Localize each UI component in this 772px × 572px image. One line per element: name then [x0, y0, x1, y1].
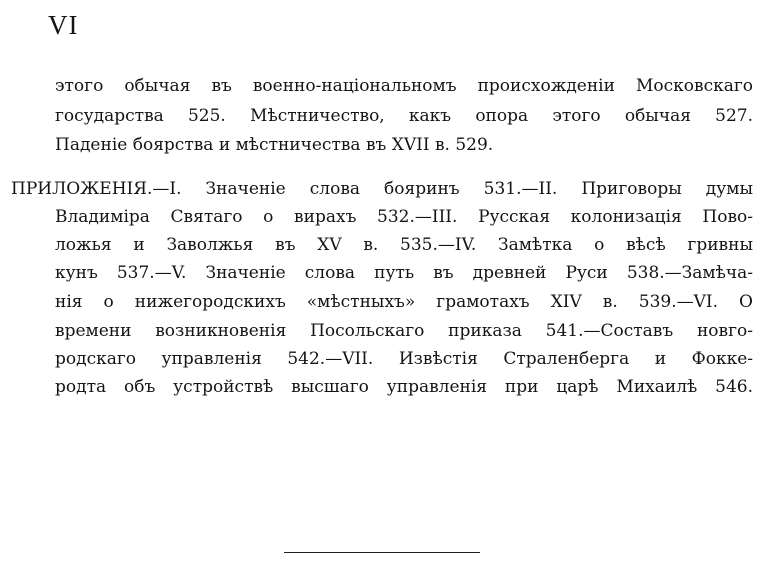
page-number: VI — [48, 10, 79, 40]
text-line: этого обычая въ военно-національномъ происхожденіи Московскаго — [55, 76, 753, 96]
text-line: государства 525. Мѣстничество, какъ опора этого обычая 527. — [55, 106, 753, 126]
text-line: ложья и Заволжья въ XV в. 535.—IV. Замѣтка о вѣсѣ гривны — [55, 235, 753, 255]
text-line: Владиміра Святаго о вирахъ 532.—III. Русская колонизація Пово- — [55, 207, 753, 227]
text-line: нія о нижегородскихъ «мѣстныхъ» грамотахъ XIV в. 539.—VI. О — [55, 292, 753, 312]
text-line: родскаго управленія 542.—VII. Извѣстія Страленберга и Фоккe- — [55, 349, 753, 369]
text-line: родта объ устройствѣ высшаго управленія при царѣ Михаилѣ 546. — [55, 377, 753, 397]
text-line: Паденіе боярства и мѣстничества въ XVII в. 529. — [55, 135, 494, 155]
text-line: времени возникновенія Посольскаго приказа 541.—Составъ новго- — [55, 321, 753, 341]
text-line: ПРИЛОЖЕНІЯ.—І. Значеніе слова бояринъ 531.—II. Приговоры думы — [11, 179, 753, 199]
section-end-rule — [284, 552, 480, 553]
text-line: кунъ 537.—V. Значеніе слова путь въ древней Руси 538.—Замѣча- — [55, 263, 753, 283]
